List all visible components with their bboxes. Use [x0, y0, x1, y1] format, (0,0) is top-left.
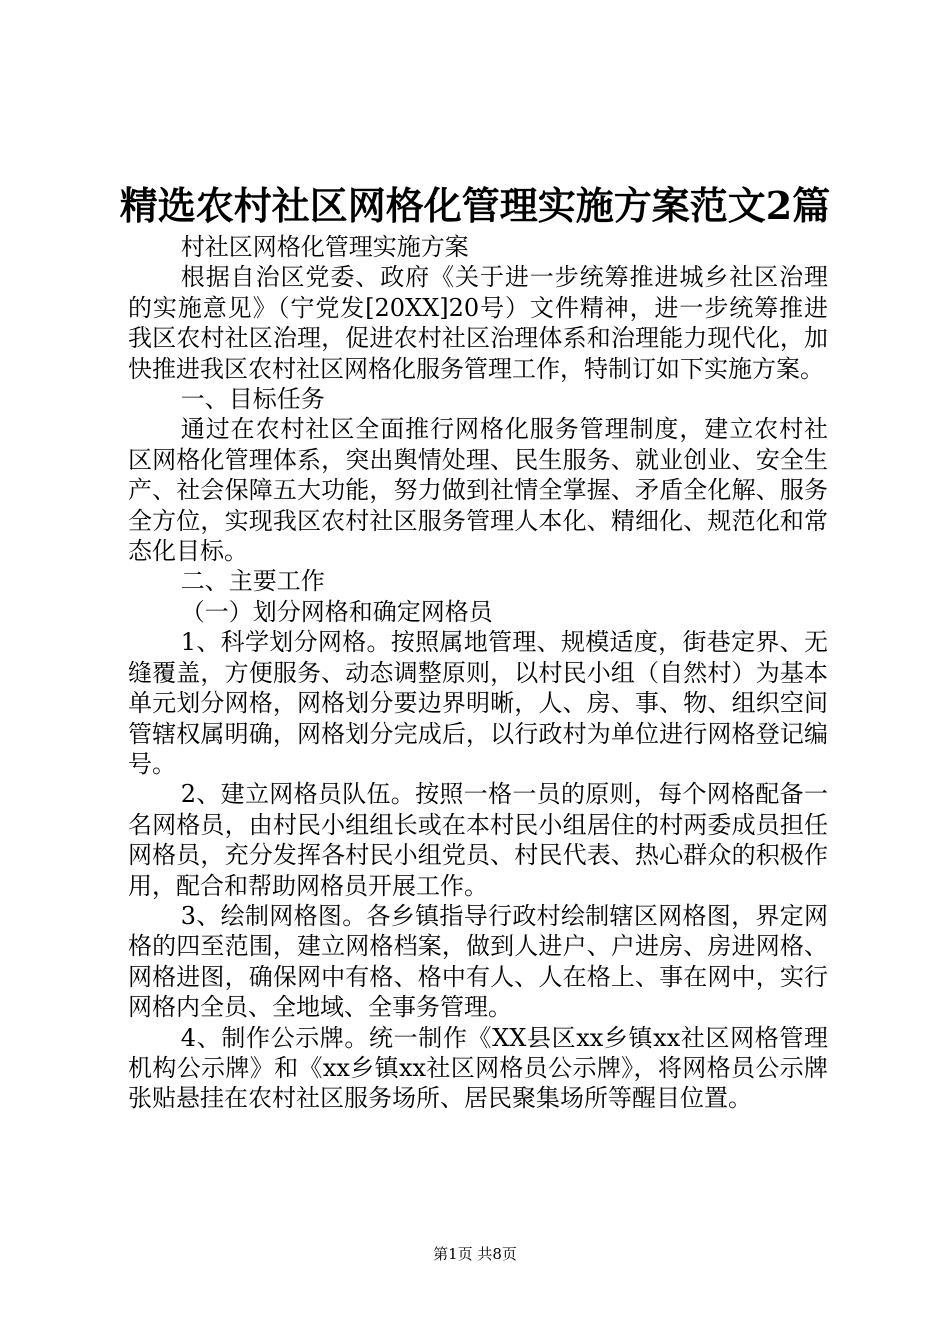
page-footer: 第1页 共8页 — [433, 1245, 517, 1263]
paragraph-intro: 根据自治区党委、政府《关于进一步统筹推进城乡社区治理的实施意见》（宁党发[20XX]20号）文件精神，进一步统筹推进我区农村社区治理，促进农村社区治理体系和治理能力现代化，加快推进我区农村社区网格化服务管理工作，特制订如下实施方案。 — [128, 263, 828, 383]
paragraph-item-3: 3、绘制网格图。各乡镇指导行政村绘制辖区网格图，界定网格的四至范围，建立网格档案，做到人进户、户进房、房进网格、网格进图，确保网中有格、格中有人、人在格上、事在网中，实行网格内全员、全地域、全事务管理。 — [128, 901, 828, 1022]
document-title: 精选农村社区网格化管理实施方案范文2篇 — [119, 183, 831, 228]
paragraph-item-2: 2、建立网格员队伍。按照一格一员的原则，每个网格配备一名网格员，由村民小组组长或在本村民小组居住的村两委成员担任网格员，充分发挥各村民小组党员、村民代表、热心群众的积极作用，配合和帮助网格员开展工作。 — [128, 780, 828, 900]
section-heading-goals: 一、目标任务 — [180, 385, 325, 414]
paragraph-goals: 通过在农村社区全面推行网格化服务管理制度，建立农村社区网格化管理体系，突出舆情处理、民生服务、就业创业、安全生产、社会保障五大功能，努力做到社情全掌握、矛盾全化解、服务全方位，实现我区农村社区服务管理人本化、精细化、规范化和常态化目标。 — [128, 415, 828, 566]
paragraph-subtitle: 村社区网格化管理实施方案 — [180, 233, 469, 261]
document-body — [128, 232, 828, 1114]
paragraph-item-1: 1、科学划分网格。按照属地管理、规模适度，街巷定界、无缝覆盖，方便服务、动态调整原则，以村民小组（自然村）为基本单元划分网格，网格划分要边界明晰，人、房、事、物、组织空间管辖权属明确，网格划分完成后，以行政村为单位进行网格登记编号。 — [128, 628, 828, 778]
paragraph-item-4: 4、制作公示牌。统一制作《XX县区xx乡镇xx社区网格管理机构公示牌》和《xx乡镇xx社区网格员公示牌》，将网格员公示牌张贴悬挂在农村社区服务场所、居民聚集场所等醒目位置。 — [128, 1023, 828, 1113]
section-heading-main-work: 二、主要工作 — [180, 567, 325, 596]
subsection-heading-grid: （一）划分网格和确定网格员 — [180, 597, 493, 626]
